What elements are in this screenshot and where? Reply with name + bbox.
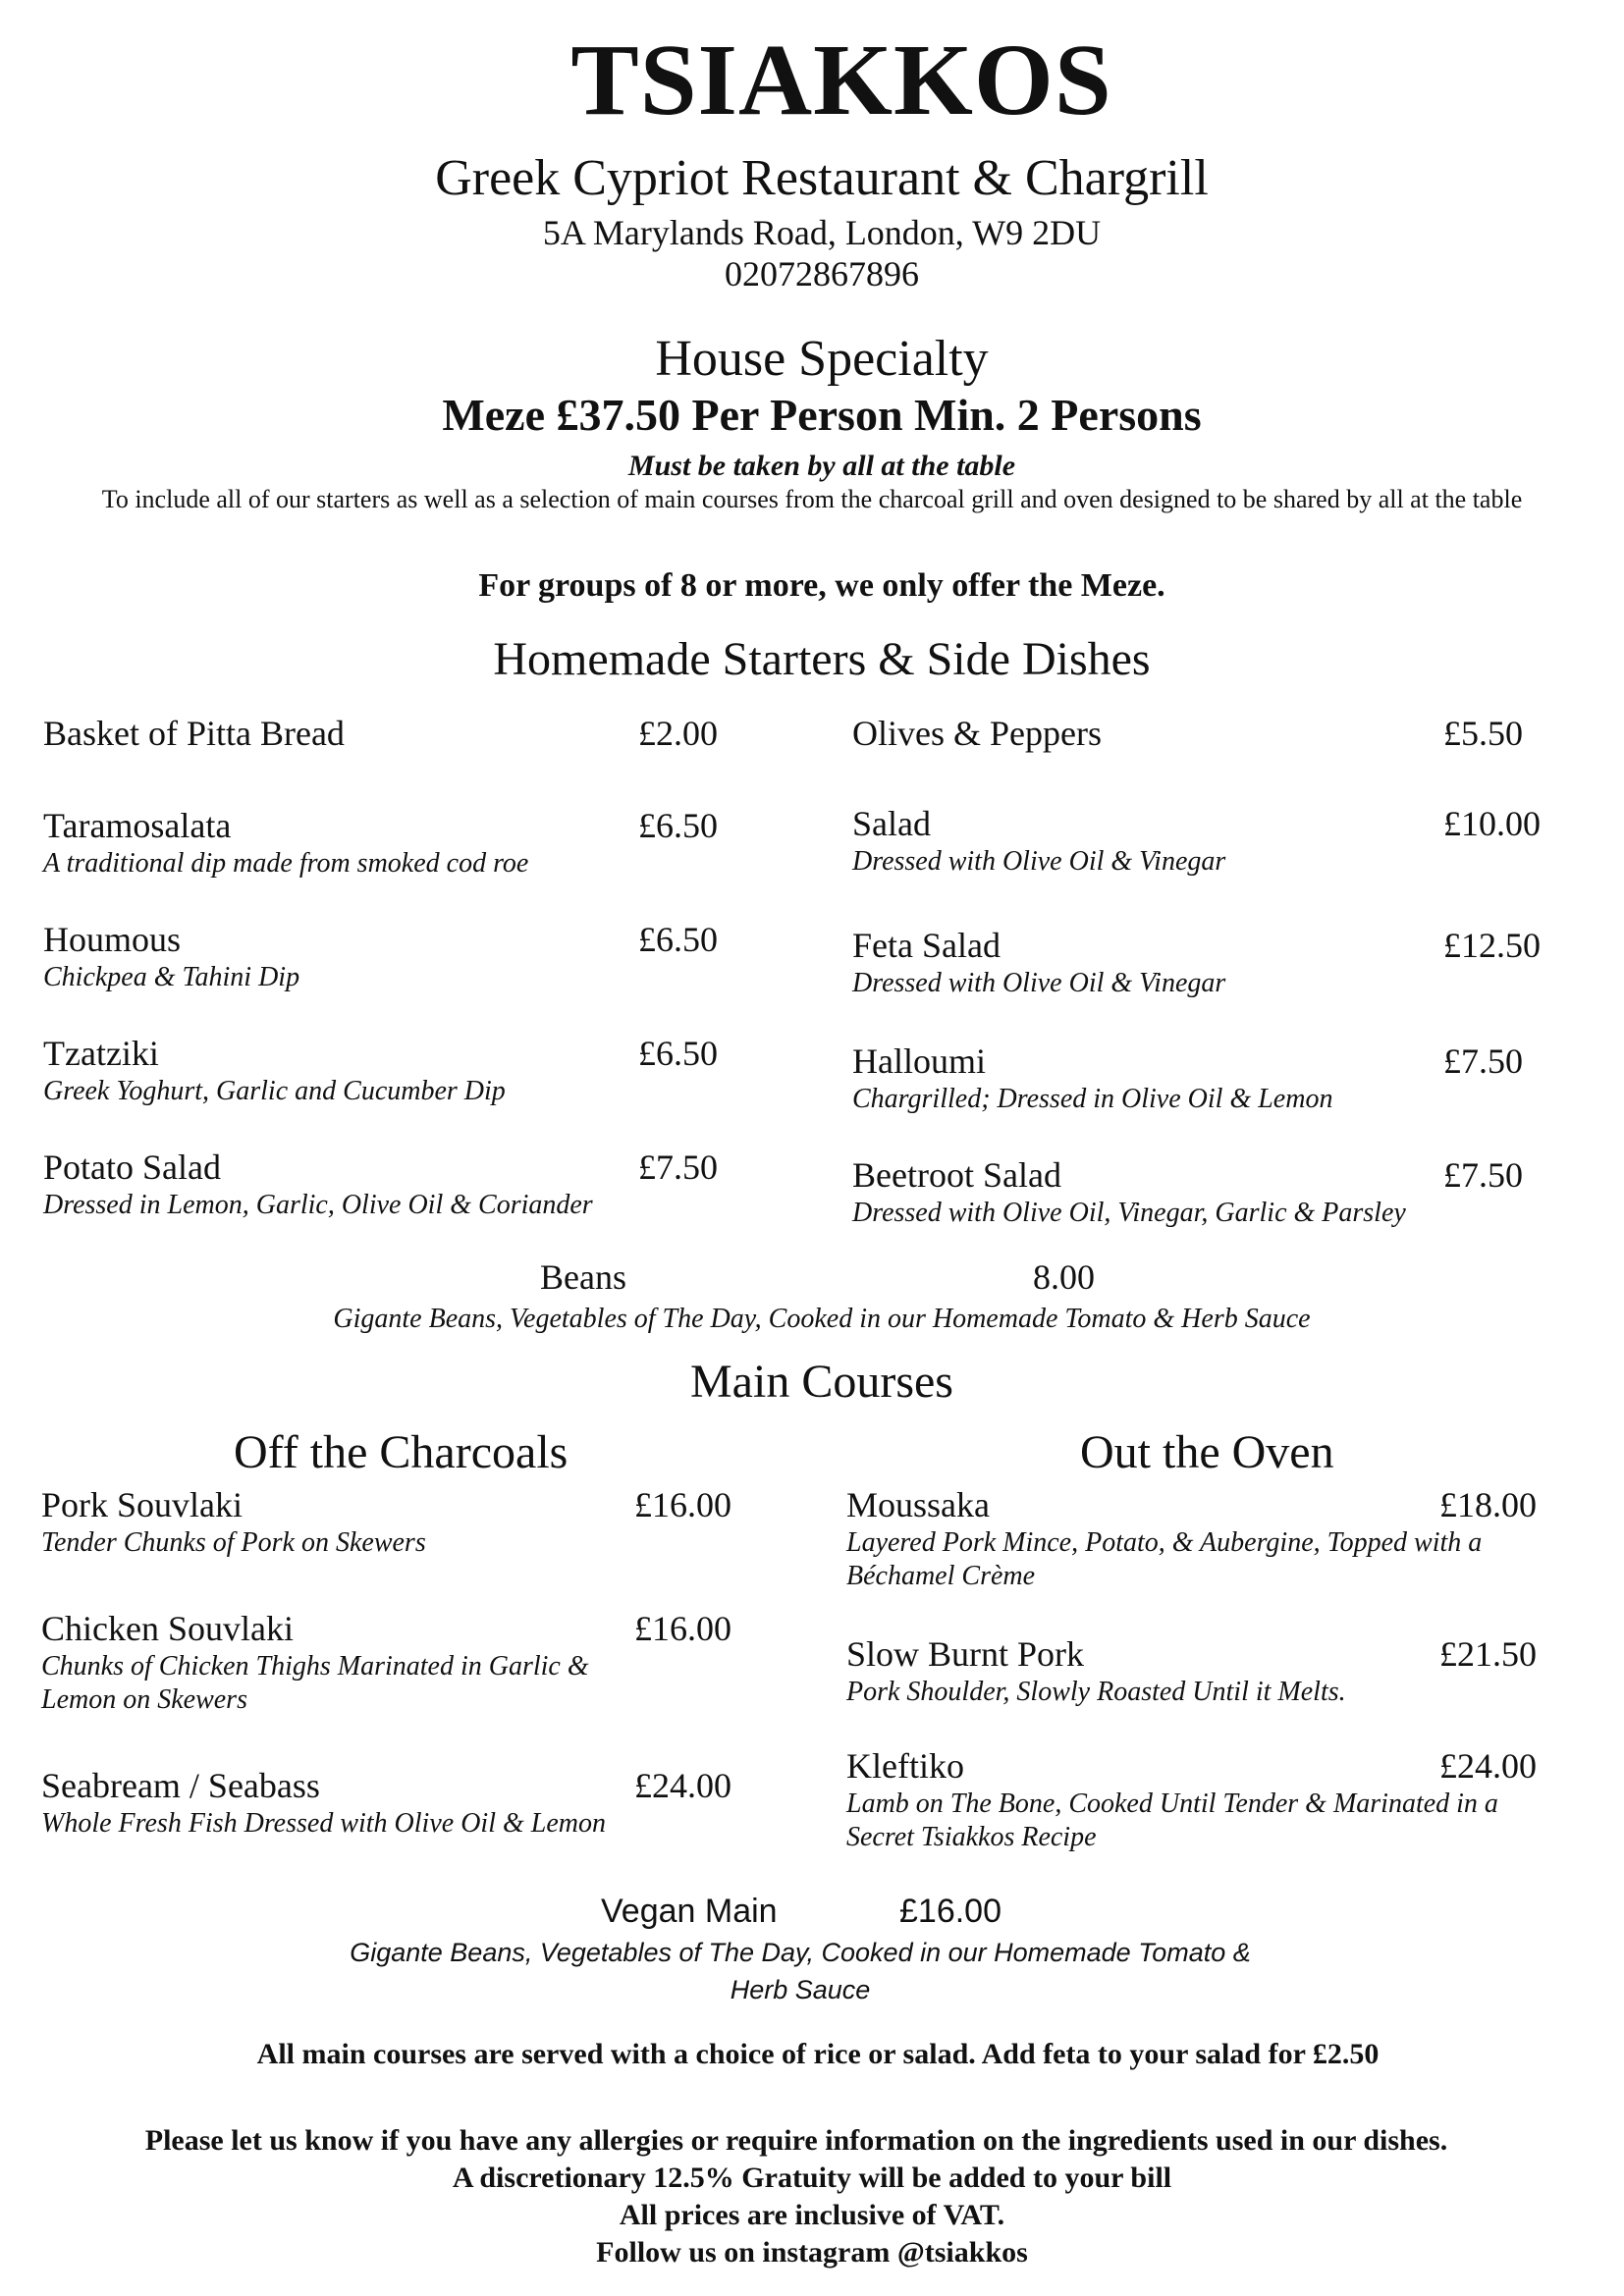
starter-price: £6.50 <box>638 920 718 959</box>
main-price: £24.00 <box>1439 1746 1537 1786</box>
starter-price: £7.50 <box>1443 1041 1523 1081</box>
starter-description: Dressed with Olive Oil & Vinegar <box>852 968 1226 998</box>
restaurant-subtitle: Greek Cypriot Restaurant & Chargrill <box>435 150 1209 206</box>
beans-description: Gigante Beans, Vegetables of The Day, Cooked in our Homemade Tomato & Herb Sauce <box>333 1304 1311 1334</box>
main-description: Tender Chunks of Pork on Skewers <box>41 1527 426 1558</box>
main-name: Moussaka <box>846 1485 990 1524</box>
main-name: Pork Souvlaki <box>41 1485 244 1524</box>
main-name: Kleftiko <box>846 1746 964 1786</box>
restaurant-phone: 02072867896 <box>725 254 919 294</box>
main-name: Slow Burnt Pork <box>846 1634 1085 1674</box>
starter-name: Beetroot Salad <box>852 1155 1061 1195</box>
gratuity-note: A discretionary 12.5% Gratuity will be added to your bill <box>452 2162 1172 2194</box>
starter-price: £7.50 <box>1443 1155 1523 1195</box>
beans-name: Beans <box>540 1257 626 1297</box>
instagram-note: Follow us on instagram @tsiakkos <box>596 2236 1028 2269</box>
starter-name: Salad <box>852 804 931 843</box>
main-description: Secret Tsiakkos Recipe <box>846 1822 1097 1852</box>
vegan-main-description: Herb Sauce <box>730 1975 871 2004</box>
house-specialty-heading: House Specialty <box>655 331 989 387</box>
starter-price: £6.50 <box>638 806 718 845</box>
starter-name: Basket of Pitta Bread <box>43 714 345 753</box>
main-name: Seabream / Seabass <box>41 1766 320 1805</box>
starter-price: £5.50 <box>1443 714 1523 753</box>
starter-price: £12.50 <box>1443 926 1541 965</box>
main-description: Lemon on Skewers <box>41 1684 247 1715</box>
starter-name: Taramosalata <box>43 806 232 845</box>
main-description: Chunks of Chicken Thighs Marinated in Garlic & <box>41 1651 589 1682</box>
starter-description: Greek Yoghurt, Garlic and Cucumber Dip <box>43 1076 506 1106</box>
main-price: £16.00 <box>634 1609 731 1648</box>
main-description: Béchamel Crème <box>846 1561 1036 1591</box>
charcoals-heading: Off the Charcoals <box>234 1426 568 1478</box>
starter-price: £2.00 <box>638 714 718 753</box>
groups-note: For groups of 8 or more, we only offer the Meze. <box>478 567 1165 604</box>
starter-price: £10.00 <box>1443 804 1541 843</box>
oven-heading: Out the Oven <box>1080 1426 1334 1478</box>
main-price: £24.00 <box>634 1766 731 1805</box>
starter-price: £6.50 <box>638 1034 718 1073</box>
starter-description: A traditional dip made from smoked cod roe <box>43 848 529 879</box>
main-description: Layered Pork Mince, Potato, & Aubergine, Topped with a <box>846 1527 1483 1558</box>
meze-must-note: Must be taken by all at the table <box>627 450 1016 482</box>
starters-heading: Homemade Starters & Side Dishes <box>493 633 1151 685</box>
vat-note: All prices are inclusive of VAT. <box>619 2199 1005 2231</box>
allergy-note: Please let us know if you have any allergies or require information on the ingredients used in our dishes. <box>144 2124 1448 2157</box>
main-description: Whole Fresh Fish Dressed with Olive Oil & Lemon <box>41 1808 606 1839</box>
starter-description: Dressed with Olive Oil & Vinegar <box>852 846 1226 877</box>
main-price: £18.00 <box>1439 1485 1537 1524</box>
restaurant-title: TSIAKKOS <box>570 24 1112 136</box>
starter-description: Chargrilled; Dressed in Olive Oil & Lemon <box>852 1084 1333 1114</box>
main-description: Pork Shoulder, Slowly Roasted Until it Melts. <box>846 1677 1346 1707</box>
main-name: Chicken Souvlaki <box>41 1609 294 1648</box>
beans-price: 8.00 <box>1033 1257 1095 1297</box>
meze-price-line: Meze £37.50 Per Person Min. 2 Persons <box>442 390 1202 440</box>
starter-name: Potato Salad <box>43 1148 221 1187</box>
starter-name: Feta Salad <box>852 926 1001 965</box>
vegan-main-description: Gigante Beans, Vegetables of The Day, Cooked in our Homemade Tomato & <box>350 1938 1251 1967</box>
vegan-main-price: £16.00 <box>899 1893 1001 1930</box>
main-price: £16.00 <box>634 1485 731 1524</box>
starter-name: Houmous <box>43 920 182 959</box>
starter-name: Tzatziki <box>43 1034 159 1073</box>
mains-heading: Main Courses <box>690 1356 953 1408</box>
served-note: All main courses are served with a choice of rice or salad. Add feta to your salad for £2.50 <box>256 2038 1380 2070</box>
main-description: Lamb on The Bone, Cooked Until Tender & Marinated in a <box>846 1789 1498 1819</box>
meze-include-note: To include all of our starters as well as a selection of main courses from the charcoal grill and oven designed to be shared by all at the table <box>101 485 1523 513</box>
starter-description: Dressed in Lemon, Garlic, Olive Oil & Coriander <box>43 1190 593 1220</box>
starter-description: Dressed with Olive Oil, Vinegar, Garlic & Parsley <box>852 1198 1406 1228</box>
starter-price: £7.50 <box>638 1148 718 1187</box>
restaurant-address: 5A Marylands Road, London, W9 2DU <box>542 213 1102 252</box>
vegan-main-name: Vegan Main <box>601 1893 778 1930</box>
starter-name: Halloumi <box>852 1041 986 1081</box>
main-price: £21.50 <box>1439 1634 1537 1674</box>
starter-name: Olives & Peppers <box>852 714 1102 753</box>
starter-description: Chickpea & Tahini Dip <box>43 962 300 992</box>
